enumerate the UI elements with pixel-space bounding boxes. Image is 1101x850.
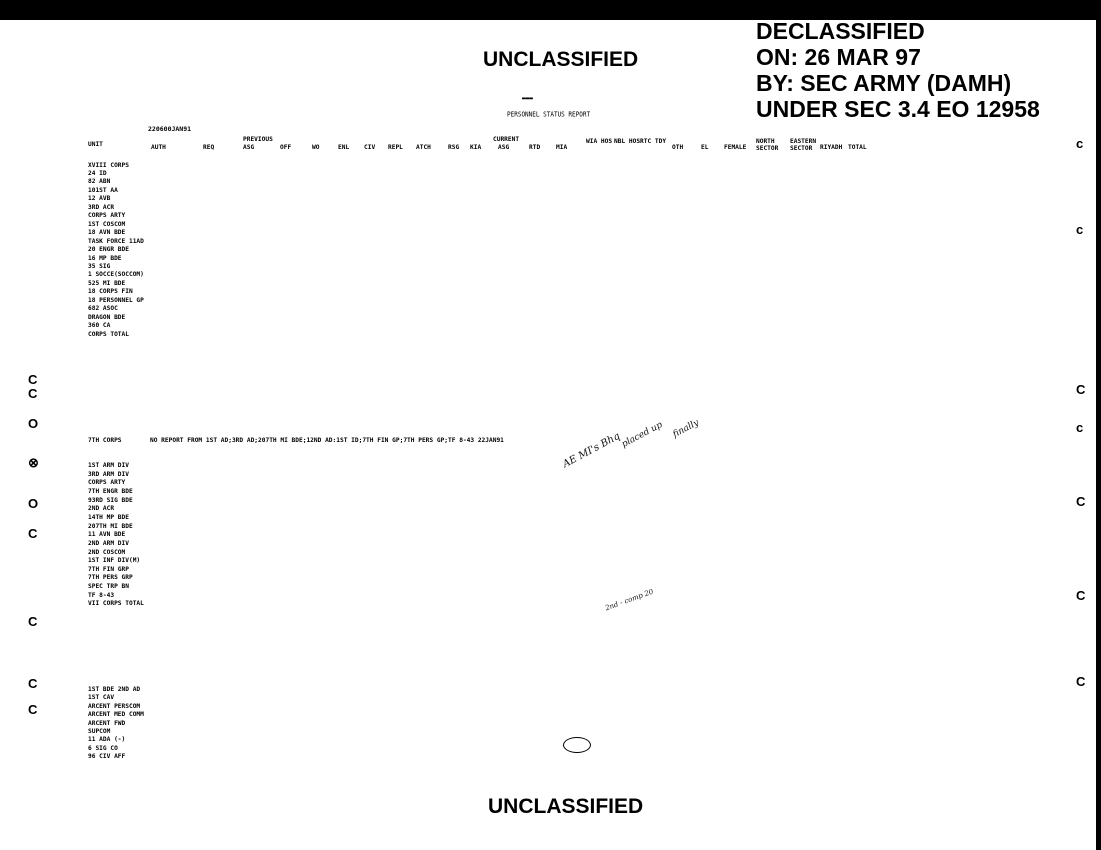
unit-cell: 1ST BDE 2ND AD xyxy=(88,686,141,693)
margin-mark: C xyxy=(28,614,38,629)
current-header: CURRENT xyxy=(493,136,520,143)
unit-cell: 2ND COSCOM xyxy=(88,548,126,556)
unit-cell: 11 AVN BDE xyxy=(88,531,126,539)
section-title-vii: 7TH CORPS xyxy=(88,437,122,444)
unit-cell: 207TH MI BDE xyxy=(88,522,133,530)
declass-line-1: DECLASSIFIED xyxy=(756,18,925,44)
unit-cell: 12 AVB xyxy=(88,195,111,203)
margin-mark: C xyxy=(28,386,38,401)
req-header: REQ xyxy=(203,144,215,151)
unit-cell: 360 CA xyxy=(88,322,111,330)
prev-asg-header: ASG xyxy=(243,144,255,151)
margin-mark: ⊗ xyxy=(28,455,39,470)
margin-mark: c xyxy=(1076,222,1084,237)
unit-cell: 96 CIV AFF xyxy=(88,753,126,761)
unit-cell: 1ST ARM DIV xyxy=(88,462,129,469)
unit-cell: 18 PERSONNEL GP xyxy=(88,296,144,304)
classification-top: UNCLASSIFIED xyxy=(483,48,639,71)
unit-cell: 18 AVN BDE xyxy=(88,229,126,237)
margin-mark: c xyxy=(1076,420,1084,435)
auth-header: AUTH xyxy=(151,144,166,151)
report-date: 220600JAN91 xyxy=(148,125,192,133)
unit-cell: ARCENT FWD xyxy=(88,719,126,727)
civ-header: CIV xyxy=(364,144,376,151)
north-header: NORTH SECTOR xyxy=(756,138,779,152)
unit-cell: SPEC TRP BN xyxy=(88,583,129,591)
unit-cell: 1ST CAV xyxy=(88,694,115,702)
female-header: FEMALE xyxy=(724,144,747,151)
unit-cell: 3RD ACR xyxy=(88,203,115,211)
margin-mark: C xyxy=(1076,494,1086,509)
unit-cell: 682 ASOC xyxy=(88,305,118,313)
eastern-header: EASTERN SECTOR xyxy=(790,138,817,152)
unit-cell: 14TH MP BDE xyxy=(88,513,129,521)
unit-cell: 1 SOCCE(SOCCOM) xyxy=(88,271,144,279)
cur-asg-header: ASG xyxy=(498,144,510,151)
unit-header: UNIT xyxy=(88,141,103,148)
handwritten-note: placed up xyxy=(620,420,665,450)
unit-cell: 6 SIG CO xyxy=(88,744,118,752)
unit-cell: 2ND ACR xyxy=(88,505,115,513)
kia-header: KIA xyxy=(470,144,482,151)
unit-cell: 20 ENGR BDE xyxy=(88,246,129,254)
handwritten-note: finally xyxy=(671,418,701,440)
unit-cell: 7TH ENGR BDE xyxy=(88,487,133,495)
unit-cell: CORPS ARTY xyxy=(88,212,126,220)
stamp-mark: ▬▬▬ xyxy=(522,95,533,102)
report-title: PERSONNEL STATUS REPORT xyxy=(507,110,591,119)
total-header: TOTAL xyxy=(848,144,867,151)
scan-right-border xyxy=(1096,0,1101,850)
classification-bottom: UNCLASSIFIED xyxy=(488,795,644,818)
section-title-xviii: XVIII CORPS xyxy=(88,162,129,169)
unit-cell: ARCENT MED COMM xyxy=(88,711,144,719)
unit-cell: 24 ID xyxy=(88,170,107,177)
unit-cell: 35 SIG xyxy=(88,262,111,270)
unit-cell: 101ST AA xyxy=(88,186,118,194)
margin-mark: O xyxy=(28,416,39,431)
declass-line-3: BY: SEC ARMY (DAMH) xyxy=(756,70,1012,96)
margin-mark: C xyxy=(1076,588,1086,603)
unit-cell: TF 8-43 xyxy=(88,591,115,599)
rtc-tdy-header: RTC TDY xyxy=(640,138,667,145)
unit-cell: SUPCOM xyxy=(88,728,111,735)
unit-cell: 82 ABN xyxy=(88,178,111,186)
unit-cell: 2ND ARM DIV xyxy=(88,539,129,547)
unit-cell: 1ST COSCOM xyxy=(88,220,126,228)
rsg-header: RSG xyxy=(448,144,460,151)
unit-cell: CORPS TOTAL xyxy=(88,330,129,338)
rtd-header: RTD xyxy=(529,144,541,151)
wia-hos-header: WIA HOS xyxy=(586,138,613,145)
margin-mark: O xyxy=(28,496,39,511)
oth-header: OTH xyxy=(672,144,684,151)
margin-mark: c xyxy=(1076,136,1084,151)
mia-header: MIA xyxy=(556,144,568,151)
declassification-stamp xyxy=(756,18,1040,122)
wo-header: WO xyxy=(312,144,320,151)
margin-mark: C xyxy=(28,676,38,691)
handwritten-note: 2nd - comp 20 xyxy=(604,587,655,613)
unit-cell: CORPS ARTY xyxy=(88,479,126,487)
unit-cell: 7TH FIN GRP xyxy=(88,565,129,573)
unit-cell: 16 MP BDE xyxy=(88,254,122,262)
unit-cell: ARCENT PERSCOM xyxy=(88,702,141,710)
atch-header: ATCH xyxy=(416,144,431,151)
nbl-hos-header: NBL HOS xyxy=(614,138,641,145)
unit-cell: TASK FORCE 11AD xyxy=(88,237,144,245)
unit-cell: 7TH PERS GRP xyxy=(88,574,133,582)
margin-mark: C xyxy=(28,372,38,387)
unit-cell: 93RD SIG BDE xyxy=(88,496,133,504)
unit-cell: VII CORPS TOTAL xyxy=(88,600,144,608)
margin-mark: C xyxy=(1076,382,1086,397)
enl-header: ENL xyxy=(338,144,350,151)
handwritten-note: AE MI's Bhq xyxy=(561,430,623,471)
off-header: OFF xyxy=(280,144,292,151)
margin-mark: C xyxy=(28,526,38,541)
unit-cell: 1ST INF DIV(M) xyxy=(88,557,141,565)
unit-cell: 525 MI BDE xyxy=(88,279,126,287)
previous-header: PREVIOUS xyxy=(243,136,273,143)
no-report-note: NO REPORT FROM 1ST AD;3RD AD;207TH MI BDE;12ND AD:1ST ID;7TH FIN GP;7TH PERS GP;TF 8-43 22JAN91 xyxy=(150,437,504,444)
riyadh-header: RIYADH xyxy=(820,144,843,151)
unit-cell: 11 ADA (-) xyxy=(88,736,126,744)
declass-line-2: ON: 26 MAR 97 xyxy=(756,44,921,70)
margin-mark: C xyxy=(1076,674,1086,689)
declass-line-4: UNDER SEC 3.4 EO 12958 xyxy=(756,96,1040,122)
unit-cell: 18 CORPS FIN xyxy=(88,288,133,296)
el-header: EL xyxy=(701,144,709,151)
margin-mark: C xyxy=(28,702,38,717)
scan-top-border xyxy=(0,0,1101,20)
unit-cell: DRAGON BDE xyxy=(88,313,126,321)
scribble-mark xyxy=(563,737,591,753)
unit-cell: 3RD ARM DIV xyxy=(88,470,129,478)
repl-header: REPL xyxy=(388,144,403,151)
